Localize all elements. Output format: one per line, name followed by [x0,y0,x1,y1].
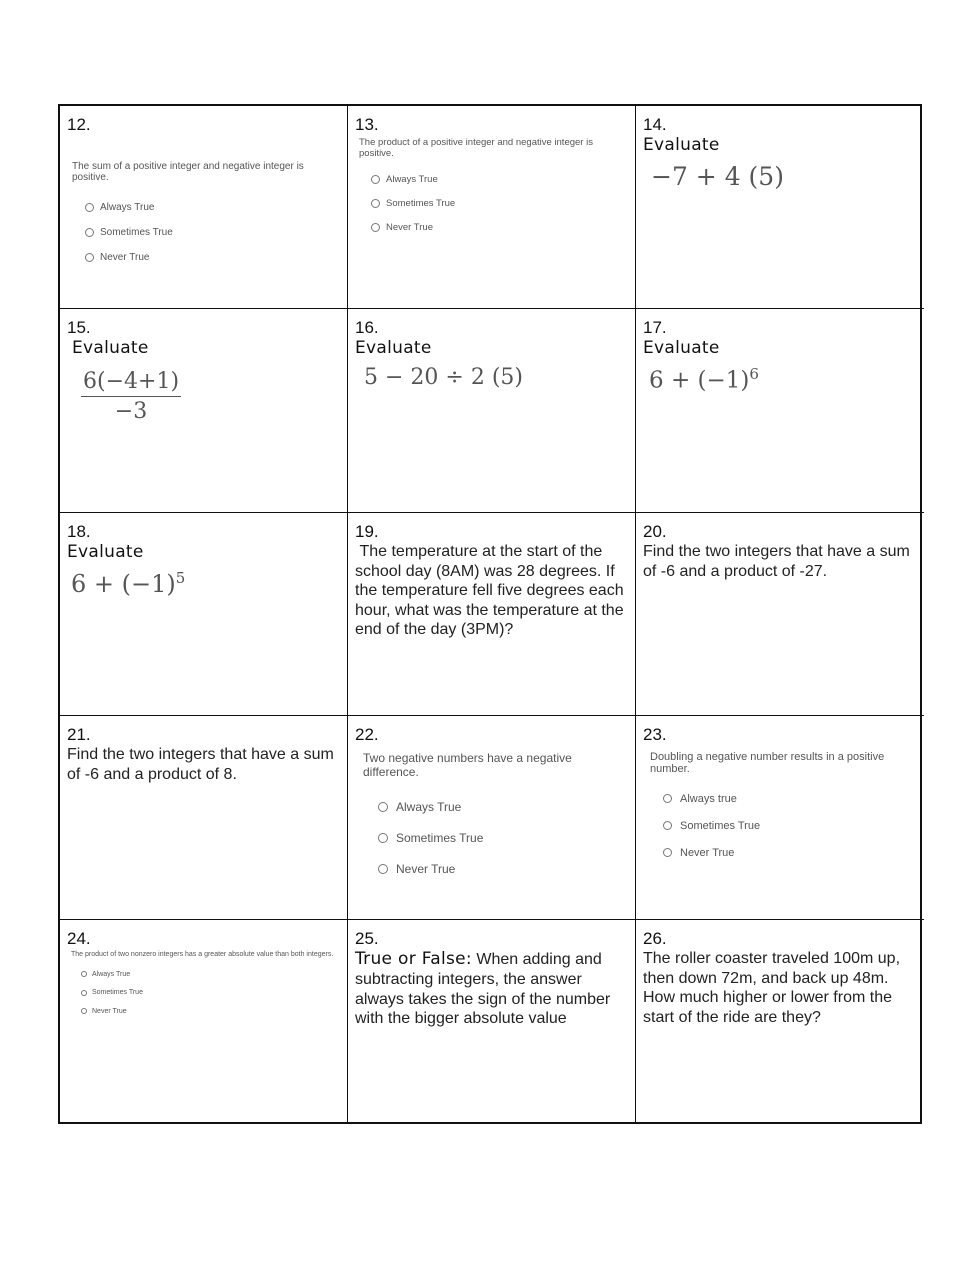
question-26 [636,920,924,1123]
question-number: 13. [355,115,379,134]
math-expression: $6 + (-1)^5$ [71,569,186,598]
question-number: 24. [67,929,91,948]
option-sometimes-true[interactable]: Sometimes True [85,220,340,245]
radio-icon[interactable] [81,971,87,977]
radio-icon[interactable] [378,833,388,843]
option-sometimes-true[interactable]: Sometimes True [663,812,917,839]
option-never-true[interactable]: Never True [371,215,628,239]
question-19 [348,513,636,716]
radio-icon[interactable] [378,864,388,874]
question-number: 26. [643,929,667,948]
option-never-true[interactable]: Never True [663,839,917,866]
fraction-numerator: 6(−4+1) [81,369,181,397]
fraction-denominator: −3 [114,399,148,424]
question-number: 12. [67,115,91,134]
radio-icon[interactable] [663,821,672,830]
true-false-label: True or False: [355,949,472,969]
radio-icon[interactable] [81,1008,87,1014]
option-sometimes-true[interactable]: Sometimes True [371,191,628,215]
option-sometimes-true[interactable]: Sometimes True [81,984,340,1003]
evaluate-label: Evaluate [355,338,432,358]
radio-icon[interactable] [85,203,94,212]
option-always-true[interactable]: Always true [663,785,917,812]
question-number: 22. [355,725,379,744]
exponent: 5 [175,569,186,587]
question-18 [60,513,348,716]
question-12 [60,106,348,309]
option-always-true[interactable]: Always True [81,965,340,984]
radio-icon[interactable] [85,228,94,237]
question-number: 20. [643,522,667,541]
option-sometimes-true[interactable]: Sometimes True [378,822,628,853]
radio-icon[interactable] [371,175,380,184]
question-number: 19. [355,522,379,541]
question-stem: Doubling a negative number results in a positive number. [650,751,885,775]
question-stem: The sum of a positive integer and negative integer is positive. [72,161,304,183]
radio-icon[interactable] [371,223,380,232]
question-number: 16. [355,318,379,337]
question-text: The temperature at the start of the school day (8AM) was 28 degrees. If the temperature fell five degrees each hour, what was the temperature at the end of the day (3PM)? [355,543,629,638]
question-stem: The product of two nonzero integers has a greater absolute value than both integers. [71,951,334,958]
exponent: 6 [749,365,759,383]
question-text: Find the two integers that have a sum of -6 and a product of 8. [67,746,334,783]
radio-icon[interactable] [663,794,672,803]
radio-icon[interactable] [371,199,380,208]
question-number: 18. [67,522,91,541]
question-17 [636,309,924,513]
question-text: True or False: When adding and subtracting integers, the answer always takes the sign of the number with the bigger absolute value [355,949,615,1027]
option-never-true[interactable]: Never True [81,1002,340,1021]
question-15 [60,309,348,513]
math-expression: −7 + 4 (5) [651,162,784,191]
radio-icon[interactable] [378,802,388,812]
math-expression: 5 − 20 ÷ 2 (5) [364,365,523,390]
evaluate-label: Evaluate [643,135,720,155]
question-21 [60,716,348,920]
question-number: 17. [643,318,667,337]
math-expression: $6 + (-1)^6$ [649,365,759,394]
question-text: The roller coaster traveled 100m up, then down 72m, and back up 48m. How much higher or lower from the start of the ride are they? [643,950,901,1026]
option-never-true[interactable]: Never True [378,853,628,884]
question-24 [60,920,348,1123]
evaluate-label: Evaluate [72,338,149,358]
radio-icon[interactable] [663,848,672,857]
option-always-true[interactable]: Always True [371,167,628,191]
evaluate-label: Evaluate [67,542,144,562]
question-stem: The product of a positive integer and negative integer is positive. [359,137,593,159]
option-always-true[interactable]: Always True [378,791,628,822]
question-number: 23. [643,725,667,744]
question-16 [348,309,636,513]
question-13 [348,106,636,309]
option-never-true[interactable]: Never True [85,245,340,270]
evaluate-label: Evaluate [643,338,720,358]
question-25 [348,920,636,1123]
radio-icon[interactable] [85,253,94,262]
math-fraction [81,369,181,424]
question-number: 14. [643,115,667,134]
worksheet-grid [58,104,922,1124]
option-always-true[interactable]: Always True [85,195,340,220]
question-stem: Two negative numbers have a negative difference. [363,751,572,779]
question-14 [636,106,924,309]
question-22 [348,716,636,920]
question-number: 21. [67,725,91,744]
radio-icon[interactable] [81,990,87,996]
question-20 [636,513,924,716]
question-number: 25. [355,929,379,948]
question-number: 15. [67,318,91,337]
question-23 [636,716,924,920]
question-text: Find the two integers that have a sum of -6 and a product of -27. [643,543,910,580]
